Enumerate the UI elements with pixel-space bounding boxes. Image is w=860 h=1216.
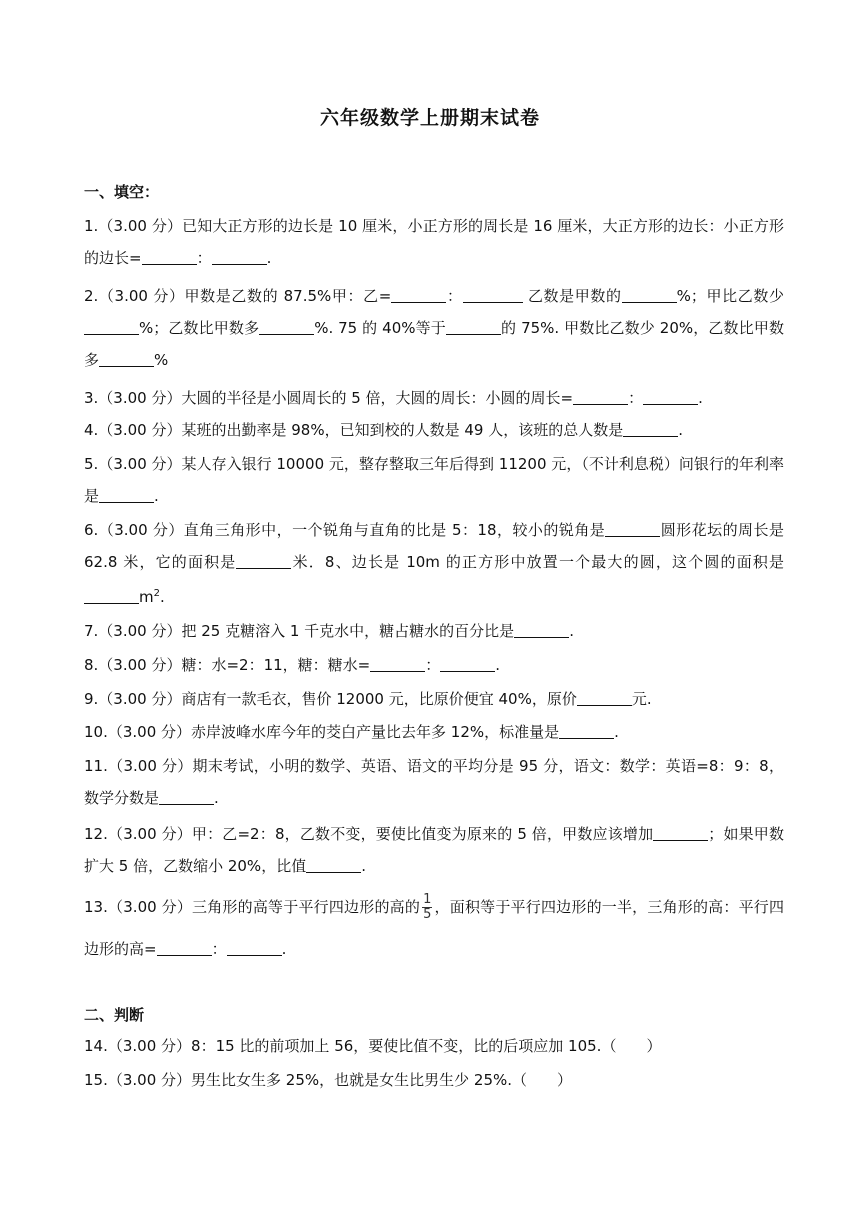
section-judgement-heading: 二、判断 [84,1006,145,1024]
question-11: 11.（3.00 分）期末考试，小明的数学、英语、语文的平均分是 95 分，语文：数学：英语=8：9：8，数学分数是 . [84,757,784,807]
question-12: 12.（3.00 分）甲：乙=2：8，乙数不变，要使比值变为原来的 5 倍，甲数应该增加 ；如果甲数扩大 5 倍，乙数缩小 20%，比值 . [84,825,784,875]
answer-blank[interactable] [622,287,677,303]
answer-blank[interactable] [577,690,632,706]
answer-blank[interactable] [440,656,495,672]
answer-blank[interactable] [653,825,708,841]
fraction-one-fifth: $\frac{1}{5}$ [423,892,432,922]
answer-blank[interactable] [463,287,523,303]
question-3: 3.（3.00 分）大圆的半径是小圆周长的 5 倍，大圆的周长：小圆的周长= ： . [84,389,703,407]
answer-blank[interactable] [573,389,628,405]
answer-blank[interactable] [259,319,314,335]
answer-blank[interactable] [157,940,212,956]
answer-blank[interactable] [159,789,214,805]
answer-blank[interactable] [370,656,425,672]
answer-blank[interactable] [391,287,446,303]
answer-blank[interactable] [84,319,139,335]
question-14: 14.（3.00 分）8：15 比的前项加上 56，要使比值不变，比的后项应加 105.（ ） [84,1037,662,1055]
question-1: 1.（3.00 分）已知大正方形的边长是 10 厘米，小正方形的周长是 16 厘米，大正方形的边长：小正方形的边长= ： . [84,217,784,267]
question-9: 9.（3.00 分）商店有一款毛衣，售价 12000 元，比原价便宜 40%，原价 元. [84,690,652,708]
section-fill-in-heading: 一、填空： [84,183,160,201]
question-8: 8.（3.00 分）糖：水=2：11，糖：糖水= ： . [84,656,501,674]
answer-blank[interactable] [142,249,197,265]
answer-blank[interactable] [99,487,154,503]
question-7: 7.（3.00 分）把 25 克糖溶入 1 千克水中，糖占糖水的百分比是 . [84,622,574,640]
answer-blank[interactable] [446,319,501,335]
question-15: 15.（3.00 分）男生比女生多 25%，也就是女生比男生少 25%.（ ） [84,1071,573,1089]
answer-blank[interactable] [99,351,154,367]
answer-blank[interactable] [84,588,139,604]
question-5: 5.（3.00 分）某人存入银行 10000 元，整存整取三年后得到 11200 元，（不计利息税）问银行的年利率是 . [84,455,784,505]
answer-blank[interactable] [236,553,291,569]
answer-blank[interactable] [514,622,569,638]
answer-blank[interactable] [212,249,267,265]
page-title: 六年级数学上册期末试卷 [319,107,540,129]
answer-blank[interactable] [605,521,660,537]
question-10: 10.（3.00 分）赤岸波峰水库今年的茭白产量比去年多 12%，标准量是 . [84,723,619,741]
answer-blank[interactable] [306,857,361,873]
answer-blank[interactable] [623,421,678,437]
question-13: 13.（3.00 分）三角形的高等于平行四边形的高的 $\frac{1}{5}$ ，面积等于平行四边形的一半，三角形的高：平行四边形的高= ： . [84,892,784,958]
question-2: 2.（3.00 分）甲数是乙数的 87.5%甲：乙= ： 乙数是甲数的 %；甲比乙数少%；乙数比甲数多 %. 75 的 40%等于 的 75%. 甲数比乙数少 20%，乙数比甲数多 % [84,287,784,369]
answer-blank[interactable] [559,723,614,739]
question-4: 4.（3.00 分）某班的出勤率是 98%，已知到校的人数是 49 人，该班的总人数是 . [84,421,683,439]
answer-blank[interactable] [227,940,282,956]
question-6: 6.（3.00 分）直角三角形中，一个锐角与直角的比是 5：18，较小的锐角是 圆形花坛的周长是 62.8 米，它的面积是 米．8、边长是 10m 的正方形中放置一个最大的圆，这个圆的面积是$m^2$. [84,521,785,606]
answer-blank[interactable] [643,389,698,405]
